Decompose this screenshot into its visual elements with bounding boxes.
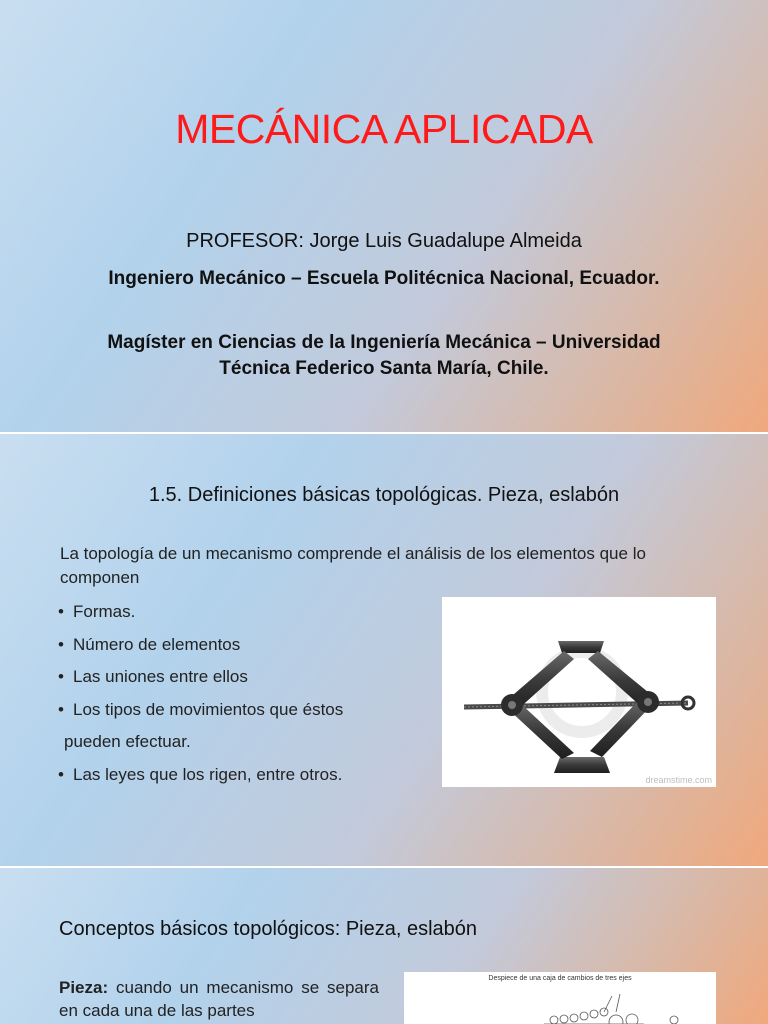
- gearbox-caption: Despiece de una caja de cambios de tres ejes: [488, 975, 632, 982]
- list-item-continuation: pueden efectuar.: [64, 732, 191, 751]
- pieza-label: Pieza:: [59, 978, 109, 997]
- image-watermark: dreamstime.com: [645, 775, 712, 785]
- slide-3: [0, 868, 768, 1024]
- credential-engineering: Ingeniero Mecánico – Escuela Politécnica Nacional, Ecuador.: [108, 268, 660, 289]
- slide-1: [0, 0, 768, 432]
- credential-masters: Magíster en Ciencias de la Ingeniería Mecánica – Universidad Técnica Federico Santa María, Chile.: [107, 332, 661, 379]
- list-item: • Número de elementos: [58, 634, 241, 654]
- slide-title: 1.5. Definiciones básicas topológicas. Pieza, eslabón: [148, 484, 620, 506]
- professor-name: PROFESOR: Jorge Luis Guadalupe Almeida: [186, 230, 582, 252]
- gearbox-diagram-image: [404, 972, 716, 1024]
- scissor-jack-illustration: [442, 597, 716, 787]
- bullet-list: [58, 596, 418, 791]
- list-item: • Las uniones entre ellos: [58, 667, 248, 686]
- pieza-text: cuando un mecanismo se separa en cada una de las partes: [59, 978, 379, 1020]
- slide-title: MECÁNICA APLICADA: [175, 106, 593, 152]
- list-item: • Las leyes que los rigen, entre otros.: [58, 764, 343, 784]
- intro-paragraph: La topología de un mecanismo comprende el análisis de los elementos que lo componen: [60, 544, 646, 587]
- list-item: • Los tipos de movimientos que éstos: [58, 699, 344, 719]
- list-item: • Formas.: [58, 602, 136, 621]
- slide-title: Conceptos básicos topológicos: Pieza, eslabón: [59, 918, 478, 940]
- pieza-definition: [59, 976, 379, 1022]
- scissor-jack-image: [442, 597, 716, 787]
- slide-2: [0, 434, 768, 866]
